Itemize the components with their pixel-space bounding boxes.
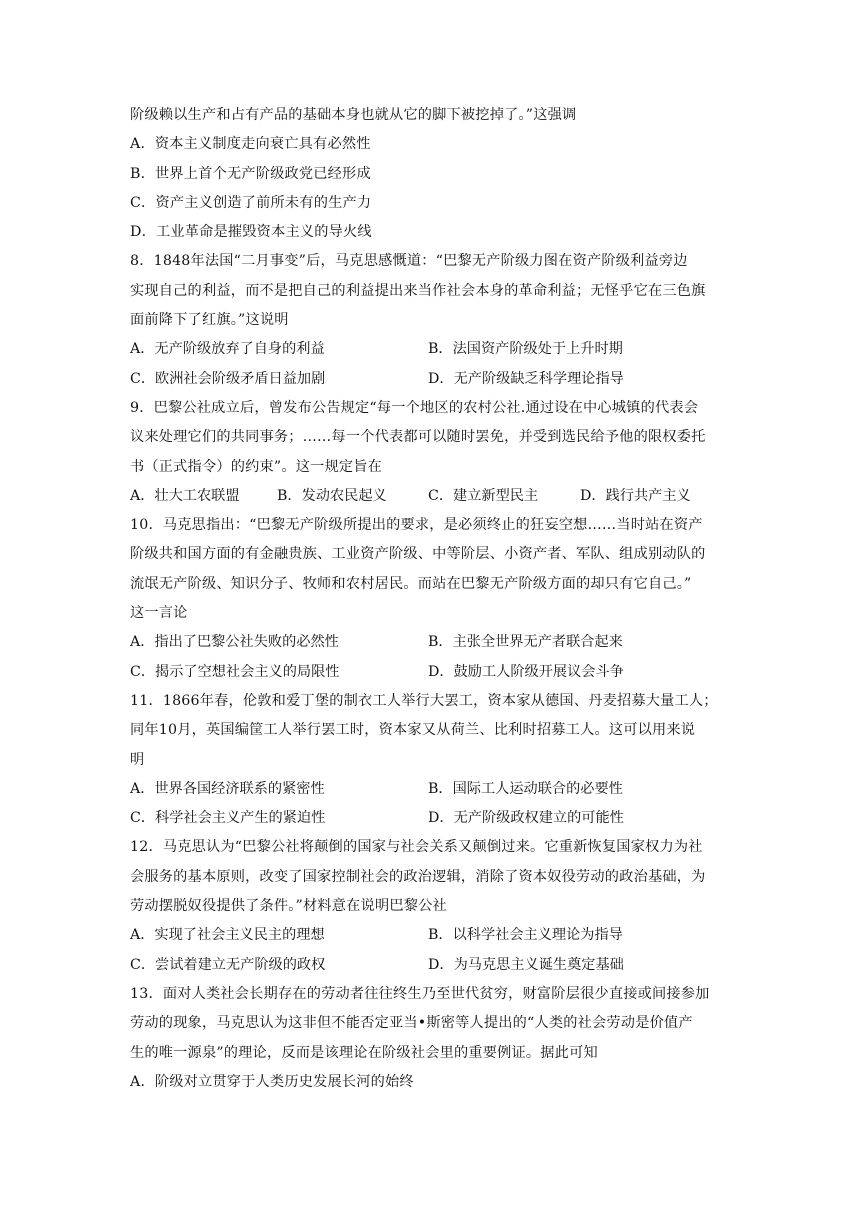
q12-options-row	[130, 921, 730, 950]
q9-option-a: A．壮大工农联盟	[130, 487, 240, 504]
q11-stem-line: 明	[130, 751, 145, 768]
q12-option-b: B．以科学社会主义理论为指导	[428, 927, 623, 944]
q7-option-d: D．工业革命是摧毁资本主义的导火线	[130, 224, 372, 241]
q10-option-a: A．指出了巴黎公社失败的必然性	[130, 634, 339, 651]
q10-option-d: D．鼓励工人阶级开展议会斗争	[428, 663, 624, 680]
q9-stem-line: 书（正式指令）的约束”。这一规定旨在	[130, 458, 383, 475]
exam-page	[130, 101, 730, 1097]
q11-option-d: D．无产阶级政权建立的可能性	[428, 810, 624, 827]
q10-option-b: B．主张全世界无产者联合起来	[428, 634, 623, 651]
q12-stem-line: 12．马克思认为“巴黎公社将颠倒的国家与社会关系又颠倒过来。它重新恢复国家权力为社	[130, 839, 703, 856]
q12-stem-line: 劳动摆脱奴役提供了条件。”材料意在说明巴黎公社	[130, 898, 447, 915]
q9-stem-line: 9．巴黎公社成立后，曾发布公告规定“每一个地区的农村公社.通过设在中心城镇的代表会	[130, 399, 699, 416]
q8-stem-line: 面前降下了红旗。”这说明	[130, 312, 289, 329]
q13-stem-line: 生的唯一源泉”的理论，反而是该理论在阶级社会里的重要例证。据此可知	[130, 1044, 598, 1061]
q9-option-d: D．践行共产主义	[580, 487, 691, 504]
q11-stem-line: 11．1866年春，伦敦和爱丁堡的制衣工人举行大罢工，资本家从德国、丹麦招募大量工人；	[130, 692, 718, 709]
q10-stem-line: 阶级共和国方面的有金融贵族、工业资产阶级、中等阶层、小资产者、军队、组成别动队的	[130, 546, 706, 563]
q10-stem-line: 流氓无产阶级、知识分子、牧师和农村居民。而站在巴黎无产阶级方面的却只有它自己。”	[130, 575, 692, 592]
q11-option-b: B．国际工人运动联合的必要性	[428, 780, 623, 797]
q9-stem-line: 议来处理它们的共同事务；……每一个代表都可以随时罢免，并受到选民给予他的限权委托	[130, 429, 706, 446]
q9-option-c: C．建立新型民主	[428, 487, 539, 504]
q7-option-c: C．资产主义创造了前所未有的生产力	[130, 194, 372, 211]
q7-option-a: A．资本主义制度走向衰亡具有必然性	[130, 136, 371, 153]
q11-option-c: C．科学社会主义产生的紧迫性	[130, 810, 326, 827]
q8-option-a: A．无产阶级放弃了自身的利益	[130, 341, 325, 358]
q12-stem-line: 会服务的基本原则，改变了国家控制社会的政治逻辑，消除了资本奴役劳动的政治基础，为	[130, 868, 706, 885]
q8-option-d: D．无产阶级缺乏科学理论指导	[428, 370, 624, 387]
q11-options-row	[130, 804, 730, 833]
q13-option-a: A．阶级对立贯穿于人类历史发展长河的始终	[130, 1073, 414, 1090]
q9-options-row	[130, 482, 730, 511]
q10-stem-line: 10．马克思指出：“巴黎无产阶级所提出的要求，是必须终止的狂妄空想……当时站在资产	[130, 517, 703, 534]
q12-option-a: A．实现了社会主义民主的理想	[130, 927, 325, 944]
q12-option-d: D．为马克思主义诞生奠定基础	[428, 956, 624, 973]
q12-options-row	[130, 951, 730, 980]
q7-stem-line: 阶级赖以生产和占有产品的基础本身也就从它的脚下被挖掉了。”这强调	[130, 107, 577, 123]
q8-options-row	[130, 365, 730, 394]
q10-stem-line: 这一言论	[130, 605, 188, 622]
q7-option-b: B．世界上首个无产阶级政党已经形成	[130, 165, 371, 182]
q10-options-row	[130, 628, 730, 657]
q8-option-c: C．欧洲社会阶级矛盾日益加剧	[130, 370, 326, 387]
q8-stem-line: 实现自己的利益，而不是把自己的利益提出来当作社会本身的革命利益；无怪乎它在三色旗	[130, 282, 706, 299]
q10-options-row	[130, 658, 730, 687]
q8-options-row	[130, 335, 730, 364]
q12-option-c: C．尝试着建立无产阶级的政权	[130, 956, 326, 973]
q11-options-row	[130, 775, 730, 804]
q11-stem-line: 同年10月，英国编筐工人举行罢工时，资本家又从荷兰、比利时招募工人。这可以用来说	[130, 722, 696, 739]
q8-stem-line: 8．1848年法国“二月事变”后，马克思感慨道：“巴黎无产阶级力图在资产阶级利益旁边	[130, 253, 688, 270]
q13-stem-line: 13．面对人类社会长期存在的劳动者往往终生乃至世代贫穷，财富阶层很少直接或间接参加	[130, 985, 710, 1002]
q8-option-b: B．法国资产阶级处于上升时期	[428, 341, 623, 358]
q9-option-b: B．发动农民起义	[277, 487, 387, 504]
q11-option-a: A．世界各国经济联系的紧密性	[130, 780, 325, 797]
q10-option-c: C．揭示了空想社会主义的局限性	[130, 663, 340, 680]
q13-stem-line: 劳动的现象，马克思认为这非但不能否定亚当•斯密等人提出的“人类的社会劳动是价值产	[130, 1015, 693, 1032]
